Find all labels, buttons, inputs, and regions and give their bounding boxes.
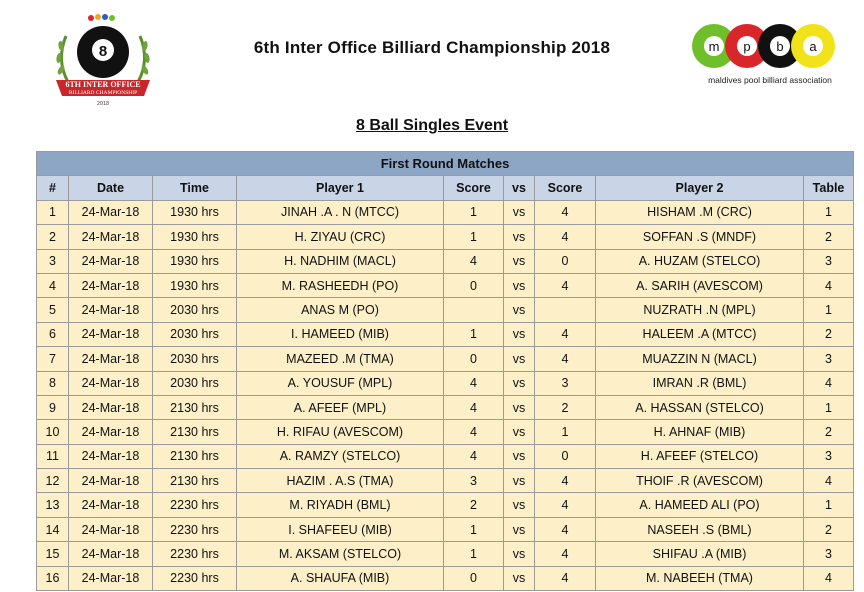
match-time: 2030 hrs [153, 298, 237, 322]
match-number: 2 [37, 225, 69, 249]
match-time: 1930 hrs [153, 200, 237, 224]
player1-score: 0 [444, 273, 504, 297]
table-number: 1 [804, 298, 854, 322]
table-row [37, 542, 854, 566]
vs-label: vs [504, 395, 535, 419]
player1-score: 1 [444, 517, 504, 541]
match-time: 2230 hrs [153, 493, 237, 517]
match-time: 2230 hrs [153, 517, 237, 541]
table-row [37, 371, 854, 395]
player2-score: 4 [535, 517, 596, 541]
player1-name: A. AFEEF (MPL) [237, 395, 444, 419]
match-number: 15 [37, 542, 69, 566]
match-date: 24-Mar-18 [69, 444, 153, 468]
player2-name: H. AFEEF (STELCO) [596, 444, 804, 468]
table-number: 3 [804, 347, 854, 371]
table-number: 4 [804, 469, 854, 493]
table-number: 2 [804, 420, 854, 444]
column-header-row [37, 176, 854, 200]
vs-label: vs [504, 371, 535, 395]
document-header [0, 0, 864, 134]
player2-score: 4 [535, 322, 596, 346]
player1-name: H. NADHIM (MACL) [237, 249, 444, 273]
table-number: 1 [804, 200, 854, 224]
match-date: 24-Mar-18 [69, 273, 153, 297]
player2-name: HISHAM .M (CRC) [596, 200, 804, 224]
player2-name: M. NABEEH (TMA) [596, 566, 804, 590]
match-number: 6 [37, 322, 69, 346]
col-header-table: Table [804, 176, 854, 200]
match-time: 2130 hrs [153, 395, 237, 419]
table-row [37, 347, 854, 371]
vs-label: vs [504, 444, 535, 468]
player2-score: 0 [535, 444, 596, 468]
player2-score: 0 [535, 249, 596, 273]
col-header-score1: Score [444, 176, 504, 200]
svg-text:m: m [708, 39, 720, 54]
table-row [37, 322, 854, 346]
match-number: 4 [37, 273, 69, 297]
player2-score: 4 [535, 273, 596, 297]
table-row [37, 420, 854, 444]
player2-score: 4 [535, 542, 596, 566]
player1-score: 1 [444, 322, 504, 346]
vs-label: vs [504, 542, 535, 566]
player1-name: A. RAMZY (STELCO) [237, 444, 444, 468]
player1-score: 1 [444, 542, 504, 566]
svg-text:b: b [776, 39, 784, 54]
table-banner: First Round Matches [37, 152, 854, 176]
player2-score: 4 [535, 225, 596, 249]
player2-name: A. HAMEED ALI (PO) [596, 493, 804, 517]
vs-label: vs [504, 273, 535, 297]
match-rows [37, 200, 854, 590]
col-header-score2: Score [535, 176, 596, 200]
player1-score: 2 [444, 493, 504, 517]
table-number: 4 [804, 371, 854, 395]
match-time: 2030 hrs [153, 347, 237, 371]
match-time: 2130 hrs [153, 469, 237, 493]
player2-name: NASEEH .S (BML) [596, 517, 804, 541]
match-time: 2030 hrs [153, 322, 237, 346]
player2-name: A. HUZAM (STELCO) [596, 249, 804, 273]
match-date: 24-Mar-18 [69, 347, 153, 371]
table-row [37, 298, 854, 322]
vs-label: vs [504, 225, 535, 249]
vs-label: vs [504, 493, 535, 517]
logo-year: 2018 [96, 101, 110, 107]
table-number: 1 [804, 395, 854, 419]
table-row [37, 444, 854, 468]
player1-name: I. HAMEED (MIB) [237, 322, 444, 346]
match-time: 2230 hrs [153, 542, 237, 566]
player2-name: H. AHNAF (MIB) [596, 420, 804, 444]
table-row [37, 225, 854, 249]
player2-score: 4 [535, 566, 596, 590]
player1-name: M. RIYADH (BML) [237, 493, 444, 517]
match-number: 10 [37, 420, 69, 444]
match-time: 2130 hrs [153, 420, 237, 444]
match-number: 3 [37, 249, 69, 273]
table-number: 3 [804, 249, 854, 273]
vs-label: vs [504, 200, 535, 224]
table-number: 3 [804, 444, 854, 468]
table-row [37, 469, 854, 493]
player1-name: A. YOUSUF (MPL) [237, 371, 444, 395]
match-number: 16 [37, 566, 69, 590]
vs-label: vs [504, 298, 535, 322]
mpba-caption: maldives pool billiard association [708, 75, 832, 85]
player1-score: 1 [444, 225, 504, 249]
player1-name: H. ZIYAU (CRC) [237, 225, 444, 249]
logo-text-line2: BILLIARD CHAMPIONSHIP [68, 90, 138, 96]
player1-name: ANAS M (PO) [237, 298, 444, 322]
player2-name: SOFFAN .S (MNDF) [596, 225, 804, 249]
match-date: 24-Mar-18 [69, 249, 153, 273]
col-header-vs: vs [504, 176, 535, 200]
table-number: 1 [804, 493, 854, 517]
match-number: 9 [37, 395, 69, 419]
col-header-date: Date [69, 176, 153, 200]
player2-score: 4 [535, 200, 596, 224]
vs-label: vs [504, 517, 535, 541]
player1-name: H. RIFAU (AVESCOM) [237, 420, 444, 444]
match-date: 24-Mar-18 [69, 469, 153, 493]
table-number: 4 [804, 273, 854, 297]
col-header-player1: Player 1 [237, 176, 444, 200]
table-row [37, 395, 854, 419]
match-date: 24-Mar-18 [69, 395, 153, 419]
match-time: 1930 hrs [153, 273, 237, 297]
logo-text-line1: 6TH INTER OFFICE [65, 80, 141, 89]
player2-score: 2 [535, 395, 596, 419]
player2-score: 1 [535, 420, 596, 444]
player2-name: IMRAN .R (BML) [596, 371, 804, 395]
match-time: 2130 hrs [153, 444, 237, 468]
player1-name: HAZIM . A.S (TMA) [237, 469, 444, 493]
table-number: 4 [804, 566, 854, 590]
table-row [37, 566, 854, 590]
player2-name: SHIFAU .A (MIB) [596, 542, 804, 566]
vs-label: vs [504, 322, 535, 346]
player1-name: I. SHAFEEU (MIB) [237, 517, 444, 541]
match-date: 24-Mar-18 [69, 371, 153, 395]
match-time: 1930 hrs [153, 249, 237, 273]
table-number: 3 [804, 542, 854, 566]
svg-text:a: a [809, 39, 817, 54]
col-header-time: Time [153, 176, 237, 200]
match-number: 7 [37, 347, 69, 371]
player1-name: JINAH .A . N (MTCC) [237, 200, 444, 224]
player1-score: 0 [444, 566, 504, 590]
table-number: 2 [804, 225, 854, 249]
table-number: 2 [804, 322, 854, 346]
table-number: 2 [804, 517, 854, 541]
match-number: 5 [37, 298, 69, 322]
player2-name: HALEEM .A (MTCC) [596, 322, 804, 346]
vs-label: vs [504, 347, 535, 371]
match-time: 2030 hrs [153, 371, 237, 395]
player1-score: 4 [444, 420, 504, 444]
player1-score [444, 298, 504, 322]
matches-table [36, 151, 854, 591]
player1-score: 3 [444, 469, 504, 493]
match-time: 2230 hrs [153, 566, 237, 590]
player1-name: M. RASHEEDH (PO) [237, 273, 444, 297]
top-balls-icon [88, 14, 115, 21]
match-date: 24-Mar-18 [69, 517, 153, 541]
match-date: 24-Mar-18 [69, 322, 153, 346]
player2-name: A. SARIH (AVESCOM) [596, 273, 804, 297]
vs-label: vs [504, 420, 535, 444]
player1-name: M. AKSAM (STELCO) [237, 542, 444, 566]
player2-score: 3 [535, 371, 596, 395]
match-number: 8 [37, 371, 69, 395]
player1-score: 4 [444, 395, 504, 419]
match-date: 24-Mar-18 [69, 225, 153, 249]
player2-score [535, 298, 596, 322]
championship-logo [48, 10, 158, 110]
match-number: 11 [37, 444, 69, 468]
player2-name: A. HASSAN (STELCO) [596, 395, 804, 419]
player2-score: 4 [535, 493, 596, 517]
match-number: 14 [37, 517, 69, 541]
table-row [37, 249, 854, 273]
player2-name: NUZRATH .N (MPL) [596, 298, 804, 322]
player1-score: 4 [444, 444, 504, 468]
match-date: 24-Mar-18 [69, 420, 153, 444]
match-number: 12 [37, 469, 69, 493]
match-date: 24-Mar-18 [69, 493, 153, 517]
player1-name: MAZEED .M (TMA) [237, 347, 444, 371]
player2-name: THOIF .R (AVESCOM) [596, 469, 804, 493]
table-row [37, 493, 854, 517]
table-row [37, 517, 854, 541]
col-header-number: # [37, 176, 69, 200]
player1-score: 4 [444, 249, 504, 273]
match-date: 24-Mar-18 [69, 200, 153, 224]
vs-label: vs [504, 249, 535, 273]
player1-name: A. SHAUFA (MIB) [237, 566, 444, 590]
page-title: 6th Inter Office Billiard Championship 2018 [253, 38, 611, 57]
table-row [37, 200, 854, 224]
col-header-player2: Player 2 [596, 176, 804, 200]
player2-name: MUAZZIN N (MACL) [596, 347, 804, 371]
player1-score: 1 [444, 200, 504, 224]
svg-text:8: 8 [98, 43, 108, 60]
vs-label: vs [504, 469, 535, 493]
match-number: 13 [37, 493, 69, 517]
match-date: 24-Mar-18 [69, 542, 153, 566]
player1-score: 4 [444, 371, 504, 395]
match-date: 24-Mar-18 [69, 298, 153, 322]
match-date: 24-Mar-18 [69, 566, 153, 590]
event-title: 8 Ball Singles Event [355, 117, 509, 134]
match-number: 1 [37, 200, 69, 224]
table-row [37, 273, 854, 297]
player2-score: 4 [535, 469, 596, 493]
player2-score: 4 [535, 347, 596, 371]
vs-label: vs [504, 566, 535, 590]
svg-text:p: p [743, 39, 751, 54]
player1-score: 0 [444, 347, 504, 371]
match-time: 1930 hrs [153, 225, 237, 249]
